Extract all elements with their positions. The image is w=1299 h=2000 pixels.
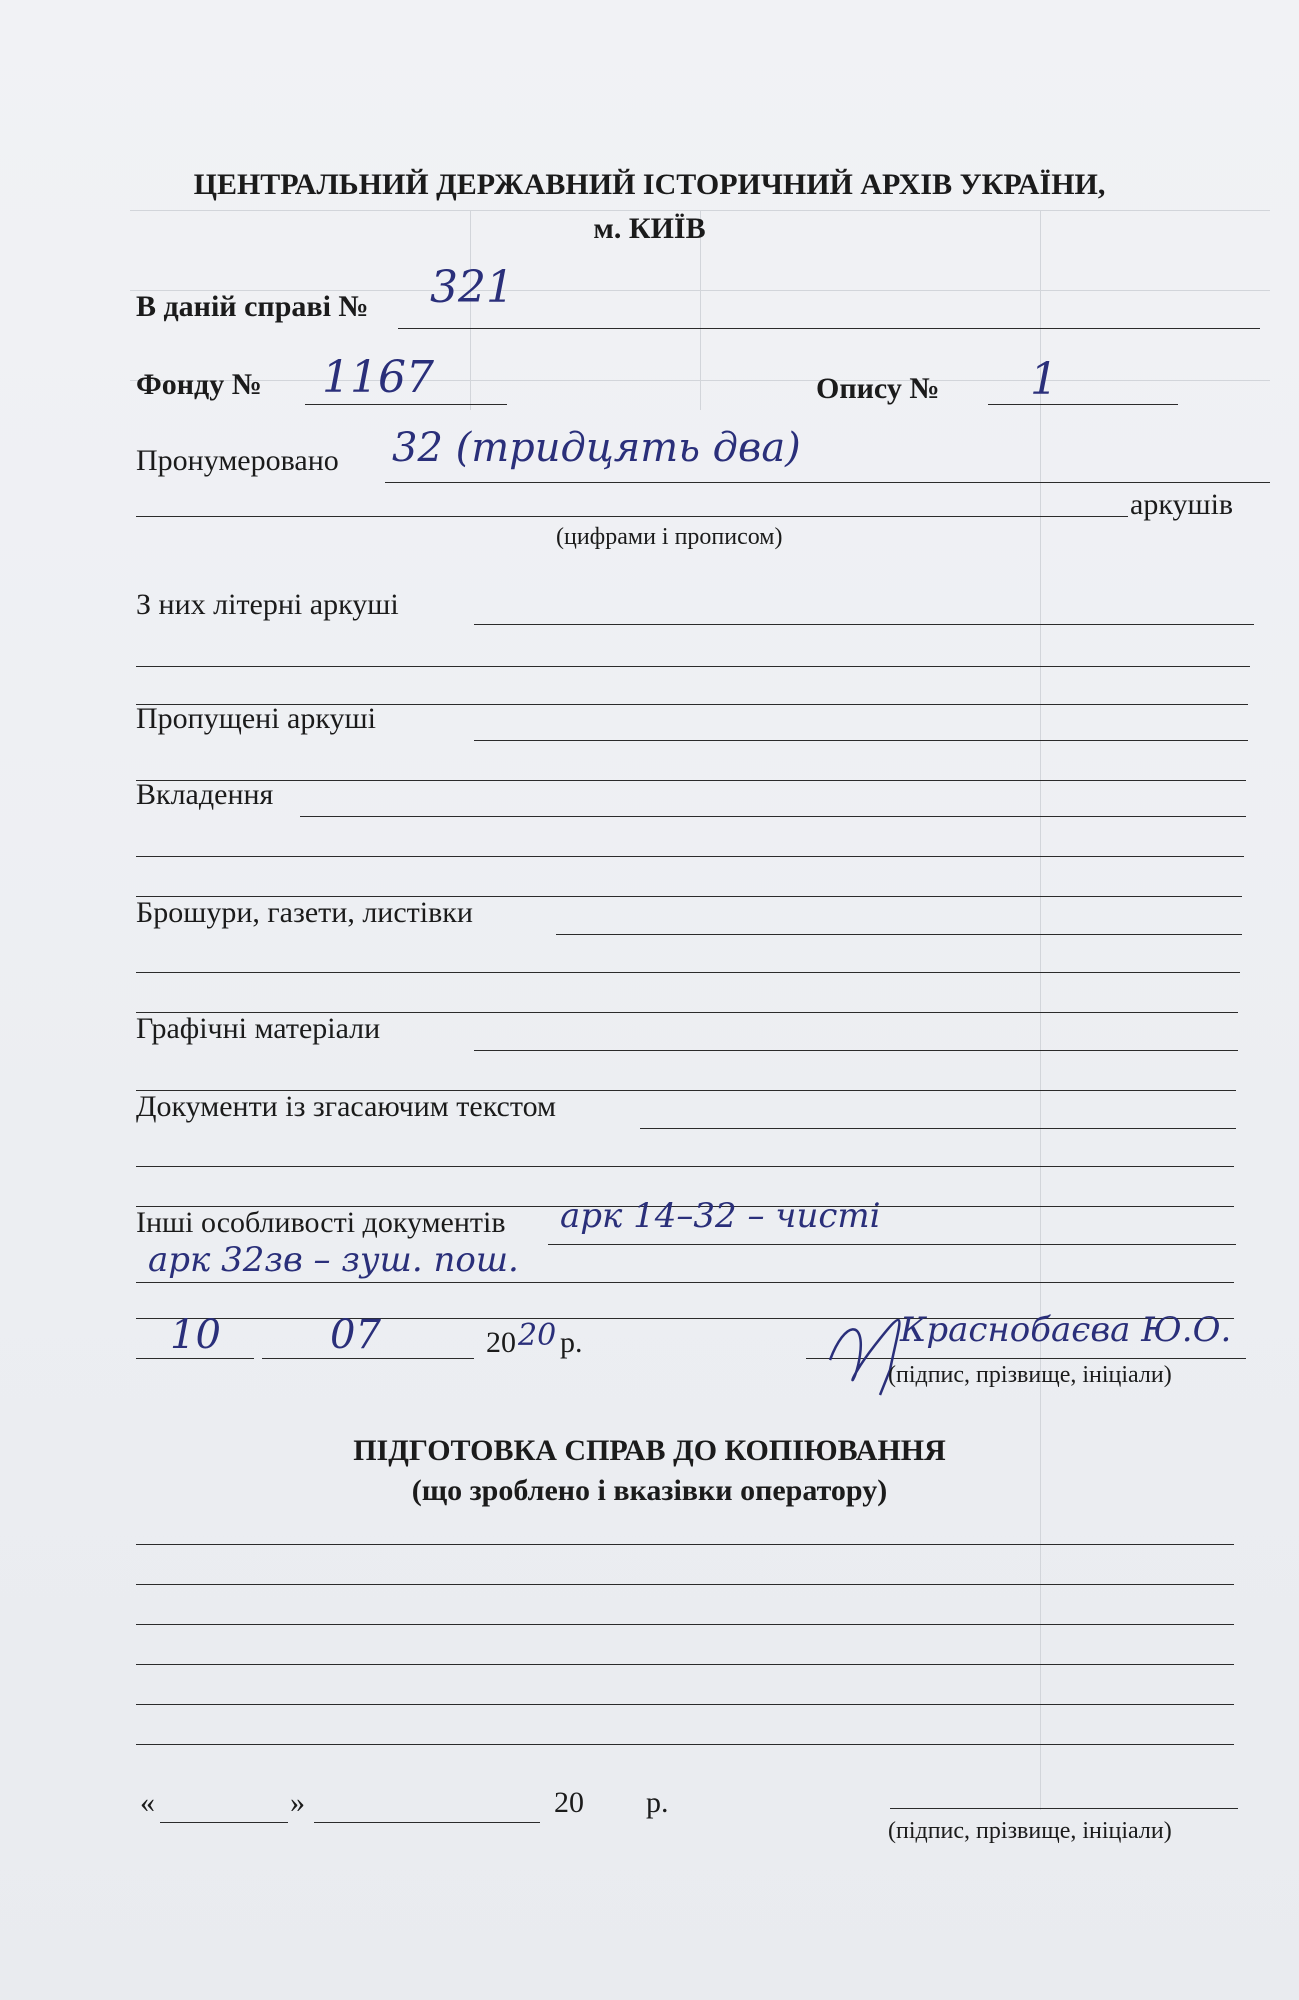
attachments-label: Вкладення [136,778,274,811]
prep-subtitle: (що зроблено і вказівки оператору) [411,1474,888,1507]
letter-sheets-label: З них літерні аркуші [136,588,399,621]
prep-title: ПІДГОТОВКА СПРАВ ДО КОПІЮВАННЯ [353,1434,946,1467]
missing-sheets-line [474,740,1248,741]
numbered-hint: (цифрами і прописом) [556,524,783,550]
prep-line [136,1704,1234,1705]
case-number-label: В даній справі № [136,290,369,323]
date-month-line [262,1358,474,1359]
bottom-suffix: р. [646,1786,669,1819]
fading-docs-line [640,1128,1236,1129]
other-features-hw-1: арк 14–32 – чисті [560,1196,881,1236]
numbered-line-1 [385,482,1270,483]
attachments-line-2 [136,856,1244,857]
brochures-label: Брошури, газети, листівки [136,896,473,929]
numbered-suffix: аркушів [1130,488,1234,521]
numbered-line-2 [136,516,1128,517]
prep-line [136,1744,1234,1745]
prep-line [136,1624,1234,1625]
bottom-close-quote: » [290,1786,305,1819]
case-number-line [398,328,1260,329]
opys-label: Опису № [816,372,940,405]
other-features-line-2 [136,1282,1234,1283]
letter-sheets-line [474,624,1254,625]
fading-docs-line-2 [136,1166,1234,1167]
bottom-signature-line [890,1808,1238,1809]
graphics-line [474,1050,1238,1051]
other-features-hw-2: арк 32зв – зуш. пош. [148,1240,519,1280]
bleed-through-rule [1040,210,1041,1810]
brochures-line [556,934,1242,935]
archive-city: м. КИЇВ [593,212,706,245]
bottom-open-quote: « [140,1786,155,1819]
fond-value: 1167 [322,352,434,403]
date-day: 10 [170,1312,221,1358]
signature-hw: Краснобаєва Ю.О. [900,1310,1232,1350]
case-number-value: 321 [430,262,514,313]
signature-hint: (підпис, прізвище, ініціали) [888,1362,1172,1388]
missing-sheets-line-2 [136,780,1246,781]
numbered-value: 32 (тридцять два) [392,425,801,471]
fond-label: Фонду № [136,368,262,401]
date-day-line [136,1358,254,1359]
letter-sheets-line-2 [136,666,1250,667]
fond-line [305,404,507,405]
prep-line [136,1664,1234,1665]
bottom-day-line [160,1822,288,1823]
opys-value: 1 [1030,354,1058,405]
date-suffix: р. [560,1326,583,1359]
prep-line [136,1584,1234,1585]
opys-line [988,404,1178,405]
bottom-month-line [314,1822,540,1823]
numbered-label: Пронумеровано [136,444,339,477]
brochures-line-2 [136,972,1240,973]
date-month: 07 [330,1312,381,1358]
other-features-label: Інші особливості документів [136,1206,506,1239]
other-features-line [548,1244,1236,1245]
graphics-label: Графічні матеріали [136,1012,381,1045]
archive-title: ЦЕНТРАЛЬНИЙ ДЕРЖАВНИЙ ІСТОРИЧНИЙ АРХІВ УКРАЇНИ, [193,168,1106,201]
fading-docs-label: Документи із згасаючим текстом [136,1090,556,1123]
prep-line [136,1544,1234,1545]
bottom-signature-hint: (підпис, прізвище, ініціали) [888,1818,1172,1844]
missing-sheets-label: Пропущені аркуші [136,702,376,735]
attachments-line [300,816,1246,817]
date-year-hw: 20 [518,1318,557,1353]
date-year-prefix: 20 [486,1326,516,1359]
bottom-year: 20 [554,1786,584,1819]
